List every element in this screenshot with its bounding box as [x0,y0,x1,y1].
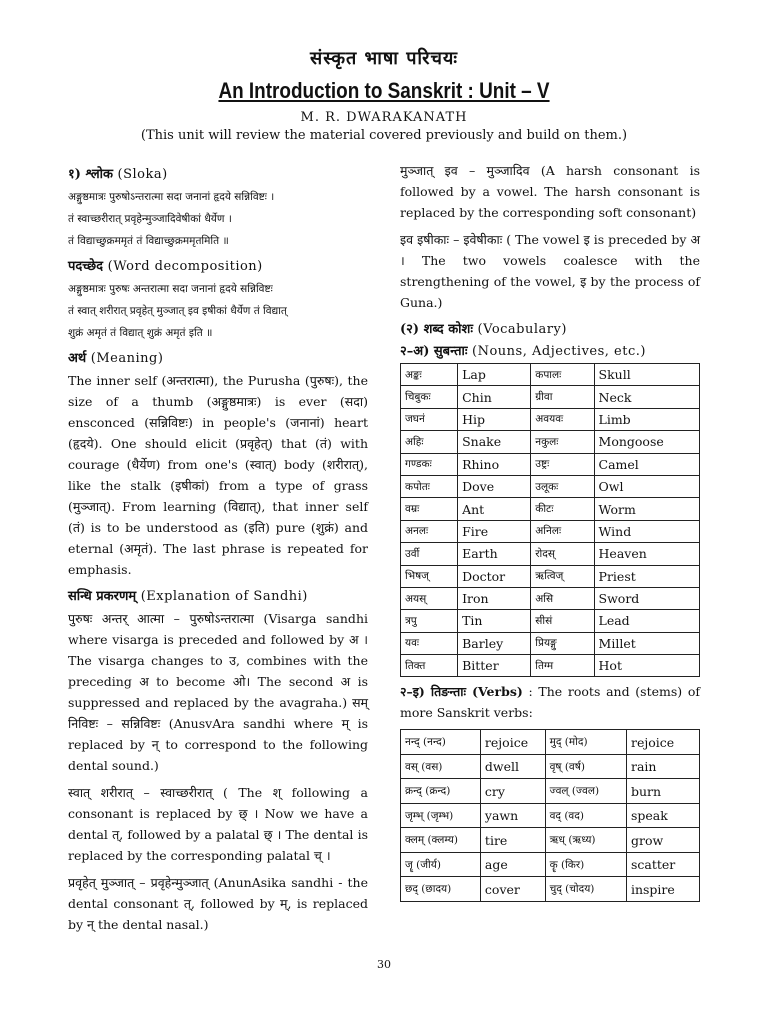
sanskrit-cell: कपोतः [401,475,458,497]
sandhi-paragraph: मुञ्जात् इव – मुञ्जादिव (A harsh consonant is followed by a vowel. The harsh consonant is replaced by the corresponding soft consonant) [400,163,700,220]
nouns-heading-dev: सुबन्ताः [433,344,468,359]
english-cell: Bitter [458,655,531,677]
sanskrit-cell: रोदस् [531,543,594,565]
sanskrit-cell: अवयवः [531,408,594,430]
sloka-line: तं स्वाच्छरीरात् प्रवृहेन्मुञ्जादिवेषीकां धैर्येण । [68,213,232,225]
english-cell: Earth [458,543,531,565]
english-cell: Chin [458,386,531,408]
sloka-line: तं विद्याच्छुक्रममृतं तं विद्याच्छुक्रममृतमिति ॥ [68,235,229,247]
english-cell: cover [480,877,545,902]
sanskrit-cell: अङ्कः [401,364,458,386]
padaccheda-line: शुक्रं अमृतं तं विद्यात् शुक्रं अमृतं इति ॥ [68,327,213,339]
table-row [401,803,700,828]
sanskrit-cell: क्रन्द् (क्रन्द) [401,779,481,804]
sanskrit-cell: प्रियङ्गु [531,632,594,654]
sanskrit-cell: वस् (वस) [401,754,481,779]
sandhi-paragraph: पुरुषः अन्तर् आत्मा – पुरुषोऽन्तरात्मा (Visarga sandhi where visarga is preceded and followed by अ । The visarga changes to उ, combines with the preceding अ to become ओ। The second अ is suppressed and replaced by the avagraha.) सम् निविष्टः – सन्निविष्टः (AnusvAra sandhi where म् is replaced by न् to correspond to the following dental sound.) [68,611,368,773]
english-cell: Millet [594,632,699,654]
meaning-text: The inner self (अन्तरात्मा), the Purusha (पुरुषः), the size of a thumb (अङ्गुष्ठमात्रः) is ever (सदा) ensconced (सन्निविष्टः) in people's (जनानां) heart (हृदये). One should elicit (प्रवृहेत्) that (तं) with courage (धैर्येण) from one's (स्वात्) body (शरीरात्), like the stalk (इषीकां) from a type of grass (मुञ्जात्). From learning (विद्यात्), that inner self (तं) is to be understood as (इति) pure (शुक्रं) and eternal (अमृतं). The last phrase is repeated for emphasis. [68,373,368,577]
english-cell: Sword [594,587,699,609]
nouns-table [400,363,700,677]
english-cell: Camel [594,453,699,475]
table-row [401,408,700,430]
table-row [401,543,700,565]
table-row [401,364,700,386]
english-cell: rain [626,754,699,779]
english-cell: Heaven [594,543,699,565]
verbs-table [400,729,700,902]
sanskrit-cell: ऋत्विज् [531,565,594,587]
sandhi-paragraph: इव इषीकाः – इवेषीकाः ( The vowel इ is preceded by अ । The two vowels coalesce with the strengthening of the vowel, इ by the process of Guna.) [400,232,700,310]
english-cell: scatter [626,852,699,877]
english-cell: Owl [594,475,699,497]
english-cell: Neck [594,386,699,408]
english-cell: Doctor [458,565,531,587]
sanskrit-cell: अहिः [401,431,458,453]
table-row [401,520,700,542]
english-cell: Barley [458,632,531,654]
english-cell: Priest [594,565,699,587]
sanskrit-cell: तिक्त [401,655,458,677]
vocabulary-heading [400,319,700,337]
padaccheda-heading-en: (Word decomposition) [107,259,263,274]
english-cell: Wind [594,520,699,542]
table-row [401,386,700,408]
right-column [400,160,700,902]
english-cell: Mongoose [594,431,699,453]
english-cell: Limb [594,408,699,430]
sloka-heading [68,164,368,182]
english-cell: burn [626,779,699,804]
table-row [401,877,700,902]
sanskrit-cell: वृष् (वर्ष) [545,754,626,779]
page-number: 30 [377,958,391,971]
table-row [401,632,700,654]
vocabulary-heading-num: (२) [400,322,420,337]
sloka-heading-num: १) [68,167,81,182]
sloka-heading-en: (Sloka) [117,167,168,182]
english-cell: Iron [458,587,531,609]
sanskrit-cell: कॄ (किर) [545,852,626,877]
sanskrit-cell: नन्द् (नन्द) [401,730,481,755]
table-row [401,655,700,677]
english-cell: Lead [594,610,699,632]
sanskrit-cell: असि [531,587,594,609]
sanskrit-cell: ज्वल् (ज्वल) [545,779,626,804]
english-cell: Rhino [458,453,531,475]
sanskrit-cell: वम्रः [401,498,458,520]
verbs-heading-num: २–इ) [400,684,425,700]
english-cell: inspire [626,877,699,902]
table-row [401,779,700,804]
vocabulary-heading-dev: शब्द कोशः [423,322,474,337]
sanskrit-cell: भिषज् [401,565,458,587]
sanskrit-cell: ग्रीवा [531,386,594,408]
sandhi-paragraph: प्रवृहेत् मुञ्जात् – प्रवृहेन्मुञ्जात् (AnunAsika sandhi - the dental consonant त्, followed by म्, is replaced by न् the dental nasal.) [68,875,368,932]
sanskrit-cell: यवः [401,632,458,654]
english-cell: rejoice [626,730,699,755]
english-cell: Worm [594,498,699,520]
sanskrit-cell: जॄ (जीर्य) [401,852,481,877]
table-row [401,852,700,877]
sandhi-heading-dev: सन्धि प्रकरणम् [68,589,137,604]
sanskrit-cell: क्लम् (क्लम्य) [401,828,481,853]
table-row [401,587,700,609]
table-row [401,453,700,475]
sanskrit-cell: वद् (वद) [545,803,626,828]
sanskrit-cell: जघनं [401,408,458,430]
sandhi-heading-en: (Explanation of Sandhi) [140,589,308,604]
english-cell: dwell [480,754,545,779]
vocabulary-heading-en: (Vocabulary) [477,322,567,337]
english-cell: speak [626,803,699,828]
sanskrit-cell: अयस् [401,587,458,609]
sanskrit-cell: छद् (छादय) [401,877,481,902]
sanskrit-cell: मुद् (मोद) [545,730,626,755]
table-row [401,475,700,497]
left-column [68,160,368,941]
padaccheda-heading [68,256,368,274]
english-cell: cry [480,779,545,804]
sanskrit-cell: चुद् (चोदय) [545,877,626,902]
sanskrit-cell: नकुलः [531,431,594,453]
table-row [401,610,700,632]
english-cell: Ant [458,498,531,520]
table-row [401,754,700,779]
author: M. R. DWARAKANATH [300,110,468,125]
table-row [401,828,700,853]
english-cell: age [480,852,545,877]
title-devanagari: संस्कृत भाषा परिचयः [310,48,458,69]
table-row [401,498,700,520]
english-cell: Skull [594,364,699,386]
sanskrit-cell: उर्वी [401,543,458,565]
sanskrit-cell: गण्डकः [401,453,458,475]
sanskrit-cell: सीसं [531,610,594,632]
table-row [401,431,700,453]
english-cell: Lap [458,364,531,386]
verbs-heading-dev: तिङन्ताः [430,684,466,700]
sloka-line: अङ्गुष्ठमात्रः पुरुषोऽन्तरात्मा सदा जनानां हृदये सन्निविष्टः । [68,191,275,203]
verbs-intro: : The roots and (stems) of more Sanskrit verbs: [400,684,701,721]
sanskrit-cell: कपालः [531,364,594,386]
nouns-heading-num: २–अ) [400,344,430,359]
padaccheda-heading-dev: पदच्छेद [68,259,104,274]
meaning-heading [68,348,368,366]
padaccheda-line: तं स्वात् शरीरात् प्रवृहेत् मुञ्जात् इव इषीकां धैर्येण तं विद्यात् [68,305,287,317]
subtitle: (This unit will review the material covered previously and build on them.) [140,128,628,143]
sanskrit-cell: त्रपु [401,610,458,632]
nouns-heading [400,341,700,359]
english-cell: yawn [480,803,545,828]
sandhi-heading [68,586,368,604]
table-row [401,730,700,755]
english-cell: Tin [458,610,531,632]
title-english: An Introduction to Sanskrit : Unit – V [218,78,550,103]
english-cell: Fire [458,520,531,542]
sandhi-paragraph: स्वात् शरीरात् – स्वाच्छरीरात् ( The श् following a consonant is replaced by छ् । Now we have a dental त्, followed by a palatal छ् । The dental is replaced by the corresponding palatal च् । [68,785,368,863]
english-cell: Dove [458,475,531,497]
english-cell: rejoice [480,730,545,755]
english-cell: tire [480,828,545,853]
padaccheda-line: अङ्गुष्ठमात्रः पुरुषः अन्तरात्मा सदा जनानां हृदये सन्निविष्टः [68,283,273,295]
meaning-heading-dev: अर्थ [68,351,87,366]
sanskrit-cell: अनलः [401,520,458,542]
nouns-heading-en: (Nouns, Adjectives, etc.) [472,344,646,359]
meaning-heading-en: (Meaning) [90,351,164,366]
english-cell: Hip [458,408,531,430]
sanskrit-cell: चिबुकः [401,386,458,408]
english-cell: Hot [594,655,699,677]
table-row [401,565,700,587]
sanskrit-cell: तिग्म [531,655,594,677]
sanskrit-cell: उष्ट्रः [531,453,594,475]
sanskrit-cell: उलूकः [531,475,594,497]
sanskrit-cell: जृम्भ् (जृम्भ) [401,803,481,828]
sanskrit-cell: ऋध् (ऋध्य) [545,828,626,853]
english-cell: grow [626,828,699,853]
english-cell: Snake [458,431,531,453]
verbs-heading [400,681,700,723]
sanskrit-cell: कीटः [531,498,594,520]
sanskrit-cell: अनिलः [531,520,594,542]
sloka-heading-dev: श्लोक [85,167,113,182]
verbs-heading-en: (Verbs) [472,684,523,700]
